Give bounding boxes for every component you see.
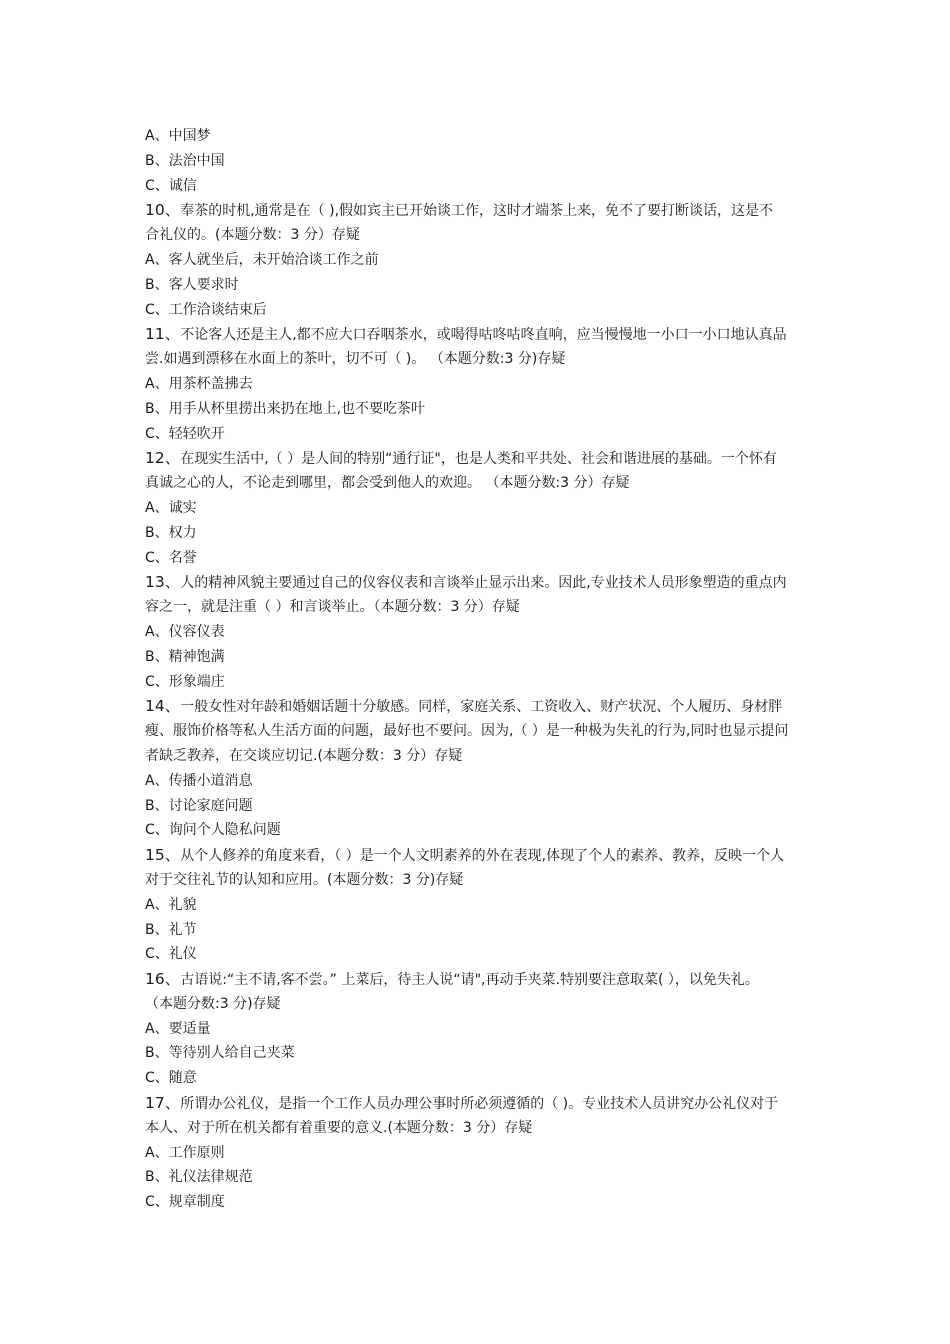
option-c: C、随意 (145, 1070, 197, 1087)
option-c: C、诚信 (145, 177, 197, 194)
option-c: C、工作洽谈结束后 (145, 301, 267, 318)
question-stem-line: 者缺乏教养，在交谈应切记.(本题分数：3 分）存疑 (145, 747, 463, 764)
question-16 (145, 967, 810, 1091)
option-a: A、用茶杯盖拂去 (145, 375, 253, 392)
question-stem-line: 容之一，就是注重（ ）和言谈举止。（本题分数：3 分）存疑 (145, 599, 520, 616)
question-10 (145, 198, 810, 322)
question-12 (145, 446, 810, 570)
option-a: A、诚实 (145, 499, 197, 516)
question-number: 11、 (145, 325, 181, 344)
question-stem-line: 本人、对于所在机关都有着重要的意义.(本题分数：3 分）存疑 (145, 1119, 533, 1136)
option-b: B、用手从杯里捞出来扔在地上,也不要吃茶叶 (145, 400, 426, 417)
question-number: 15、 (145, 846, 181, 865)
question-stem-line: （本题分数:3 分)存疑 (145, 995, 281, 1012)
option-c: C、名誉 (145, 549, 197, 566)
option-b: B、法治中国 (145, 152, 225, 169)
question-stem-line: 对于交往礼节的认知和应用。(本题分数：3 分)存疑 (145, 871, 464, 888)
document-page (145, 124, 810, 1215)
option-c: C、形象端庄 (145, 673, 225, 690)
question-stem-line: 14、一般女性对年龄和婚姻话题十分敏感。同样，家庭关系、工资收入、财产状况、个人履历、身材胖 (145, 697, 783, 716)
question-number: 17、 (145, 1094, 181, 1113)
question-stem-line: 11、不论客人还是主人,都不应大口吞咽茶水，或喝得咕咚咕咚直响，应当慢慢地一小口一小口地认真品 (145, 325, 787, 344)
option-b: B、等待别人给自己夹菜 (145, 1045, 295, 1062)
option-a: A、客人就坐后，未开始洽谈工作之前 (145, 251, 379, 268)
option-b: B、礼节 (145, 921, 197, 938)
option-a: A、传播小道消息 (145, 772, 253, 789)
option-b: B、礼仪法律规范 (145, 1169, 253, 1186)
question-stem-line: 合礼仪的。(本题分数：3 分）存疑 (145, 227, 360, 244)
option-a: A、工作原则 (145, 1144, 225, 1161)
question-stem-line: 瘦、服饰价格等私人生活方面的问题，最好也不要问。因为,（ ）是一种极为失礼的行为,同时也显示提问 (145, 723, 789, 740)
option-a: A、礼貌 (145, 896, 197, 913)
option-b: B、客人要求时 (145, 276, 239, 293)
option-a: A、仪容仪表 (145, 623, 225, 640)
option-a: A、要适量 (145, 1020, 211, 1037)
option-c: C、轻轻吹开 (145, 425, 225, 442)
question-stem-line: 17、所谓办公礼仪，是指一个工作人员办理公事时所必须遵循的（ )。专业技术人员讲究办公礼仪对于 (145, 1094, 779, 1113)
lead-options (145, 124, 810, 198)
option-c: C、询问个人隐私问题 (145, 822, 281, 839)
question-number: 12、 (145, 449, 181, 468)
question-13 (145, 570, 810, 694)
option-c: C、礼仪 (145, 946, 197, 963)
question-15 (145, 843, 810, 967)
question-stem-line: 尝.如遇到漂移在水面上的茶叶，切不可（ )。 （本题分数:3 分)存疑 (145, 351, 566, 368)
option-b: B、精神饱满 (145, 648, 225, 665)
question-11 (145, 322, 810, 446)
option-a: A、中国梦 (145, 128, 211, 144)
question-number: 13、 (145, 573, 181, 592)
question-stem-line: 12、在现实生活中,（ ）是人间的特别“通行证"，也是人类和平共处、社会和谐进展的基础。一个怀有 (145, 449, 777, 468)
option-b: B、权力 (145, 524, 197, 541)
question-stem-line: 16、古语说:“主不请,客不尝。” 上菜后，待主人说“请",再动手夹菜.特别要注意取菜( ），以免失礼。 (145, 970, 759, 989)
option-c: C、规章制度 (145, 1194, 225, 1211)
question-number: 14、 (145, 697, 181, 716)
question-14 (145, 694, 810, 843)
question-stem-line: 15、从个人修养的角度来看，（ ）是一个人文明素养的外在表现,体现了个人的素养、教养，反映一个人 (145, 846, 785, 865)
option-b: B、讨论家庭问题 (145, 797, 253, 814)
question-17 (145, 1091, 810, 1215)
question-number: 10、 (145, 201, 181, 220)
question-stem-line: 10、奉茶的时机,通常是在（ ),假如宾主已开始谈工作，这时才端茶上来，免不了要打断谈话，这是不 (145, 201, 774, 220)
question-number: 16、 (145, 970, 181, 989)
question-stem-line: 真诚之心的人，不论走到哪里，都会受到他人的欢迎。 （本题分数:3 分）存疑 (145, 475, 630, 492)
question-stem-line: 13、人的精神风貌主要通过自己的仪容仪表和言谈举止显示出来。因此,专业技术人员形象塑造的重点内 (145, 573, 787, 592)
